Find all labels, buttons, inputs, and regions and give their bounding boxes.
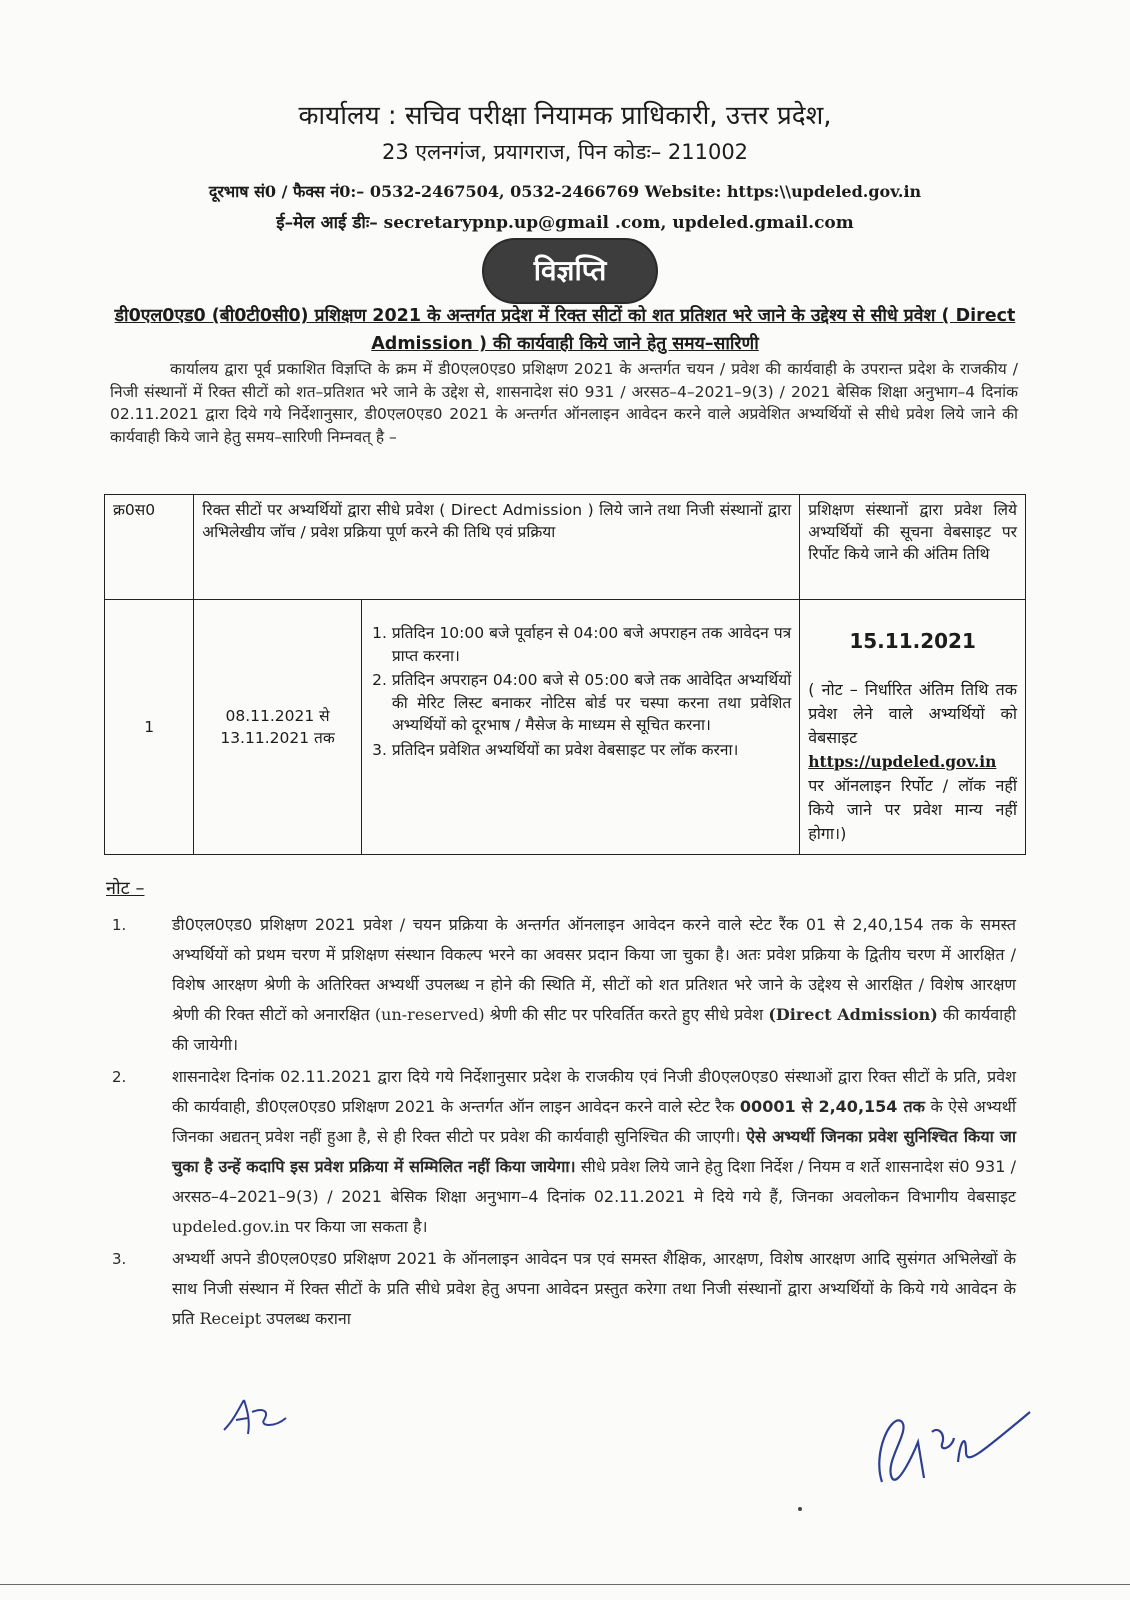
intro-paragraph: कार्यालय द्वारा पूर्व प्रकाशित विज्ञप्ति के क्रम में डी0एल0एड0 प्रशिक्षण 2021 के अन्तर्गत चयन / प्रवेश की कार्यवाही के उपरान्त प्रदेश के राजकीय / निजी संस्थानों में रिक्त सीटों को शत–प्रतिशत भरे जाने के उद्देश से, शासनादेश सं0 931 / अरसठ–4–2021–9(3) / 2021 बेसिक शिक्षा अनुभाग–4 दिनांक 02.11.2021 द्वारा दिये गये निर्देशानुसार, डी0एल0एड0 2021 के अन्तर्गत ऑनलाइन आवेदन करने वाले अप्रवेशित अभ्यर्थियों से सीधे प्रवेश लिये जाने की कार्यवाही किये जाने हेतु समय–सारिणी निम्नवत् है – [110, 360, 1018, 446]
note-number: 3. [112, 1250, 127, 1268]
note-text-before: ( नोट – निर्धारित अंतिम तिथि तक प्रवेश लेने वाले अभ्यर्थियों को वेबसाइट [808, 680, 1017, 747]
note-text: की कार्यवाही की जायेगी। [172, 1005, 1016, 1054]
header-last-date: प्रशिक्षण संस्थानों द्वारा प्रवेश लिये अभ्यर्थियों की सूचना वेबसाइट पर रिर्पोट किये जाने की अंतिम तिथि [800, 495, 1026, 600]
header-process: रिक्त सीटों पर अभ्यर्थियों द्वारा सीधे प्रवेश ( Direct Admission ) लिये जाने तथा निजी संस्थानों द्वारा अभिलेखीय जॉच / प्रवेश प्रक्रिया पूर्ण करने की तिथि एवं प्रक्रिया [194, 495, 800, 600]
note-text-english: updeled.gov.in [172, 1217, 290, 1236]
step-item: 3. प्रतिदिन प्रवेशित अभ्यर्थियों का प्रवेश वेबसाइट पर लॉक करना। [392, 739, 791, 762]
note-text-bold: ऐसे अभ्यर्थी जिनका प्रवेश सुनिश्चित किया जा चुका है उन्हें कदापि इस प्रवेश प्रक्रिया में सम्मिलित नहीं किया जायेगा। [172, 1127, 1017, 1176]
office-address: 23 एलनगंज, प्रयागराज, पिन कोडः– 211002 [381, 140, 749, 164]
schedule-row [105, 600, 1026, 855]
row-date-range: 08.11.2021 से 13.11.2021 तक [194, 600, 362, 855]
note-text: पर किया जा सकता है। [294, 1217, 428, 1236]
step-item: 2. प्रतिदिन अपराहन 04:00 बजे से 05:00 बजे तक आवेदित अभ्यर्थियों की मेरिट लिस्ट बनाकर नोटिस बोर्ड पर चस्पा करना तथा प्रवेशित अभ्यर्थियों को दूरभाष / मैसेज के माध्यम से सूचित करना। [392, 669, 791, 737]
note-text: डी0एल0एड0 प्रशिक्षण 2021 प्रवेश / चयन प्रक्रिया के अन्तर्गत ऑनलाइन आवेदन करने वाले स्टेट रैंक 01 से 2,40,154 तक के समस्त अभ्यर्थियों को प्रथम चरण में प्रशिक्षण संस्थान विकल्प भरने का अवसर प्रदान किया जा चुका है। अतः प्रवेश प्रक्रिया के द्वितीय चरण में आरक्षित / विशेष आरक्षण श्रेणी के अतिरिक्त अभ्यर्थी उपलब्ध न होने की स्थिति में, सीटों को शत प्रतिशत भरे जाने के उद्देश्य से आरक्षित / विशेष आरक्षण श्रेणी की रिक्त सीटों को अनारक्षित [172, 915, 1016, 1024]
note-text: उपलब्ध कराना [266, 1309, 351, 1328]
last-date: 15.11.2021 [849, 629, 976, 653]
note-text: अभ्यर्थी अपने डी0एल0एड0 प्रशिक्षण 2021 के ऑनलाइन आवेदन पत्र एवं समस्त शैक्षिक, आरक्षण, विशेष आरक्षण आदि सुसंगत अभिलेखों के साथ निजी संस्थान में रिक्त सीटों के प्रति सीधे प्रवेश हेतु अपना आवेदन प्रस्तुत करेगा तथा निजी संस्थानों द्वारा अभ्यर्थियों के किये गये आवेदन के प्रति [172, 1249, 1016, 1328]
note-text: श्रेणी की सीट पर परिवर्तित करते हुए सीधे प्रवेश [489, 1005, 764, 1024]
website-link[interactable]: https://updeled.gov.in [808, 752, 997, 771]
note-text-english: Receipt [199, 1309, 262, 1328]
scan-speck [798, 1507, 802, 1511]
note-number: 2. [112, 1068, 127, 1086]
signature-mark [862, 1392, 1042, 1502]
row-sr: 1 [105, 600, 194, 855]
notes-heading: नोट – [106, 878, 145, 899]
note-number: 1. [112, 916, 127, 934]
notice-subject: डी0एल0एड0 (बी0टी0सी0) प्रशिक्षण 2021 के अन्तर्गत प्रदेश में रिक्त सीटों को शत प्रतिशत भरे जाने के उद्देश्य से सीधे प्रवेश ( Direct Admission ) की कार्यवाही किये जाने हेतु समय–सारिणी [114, 306, 1016, 354]
note-item-2 [104, 1062, 1016, 1242]
email-line: ई–मेल आई डीः– secretarypnp.up@gmail .com, updeled.gmail.com [276, 213, 854, 233]
note-item-1 [104, 910, 1016, 1060]
note-text-bold: 00001 से 2,40,154 तक [739, 1097, 925, 1116]
notice-badge: विज्ञप्ति [484, 240, 656, 302]
office-title: कार्यालय : सचिव परीक्षा नियामक प्राधिकारी, उत्तर प्रदेश, [298, 101, 832, 131]
header-sr: क्र0स0 [105, 495, 194, 600]
note-text: सीधे प्रवेश लिये जाने हेतु दिशा निर्देश / नियम व शर्ते शासनादेश सं0 931 / अरसठ–4–2021–9(3) / 2021 बेसिक शिक्षा अनुभाग–4 दिनांक 02.11.2021 मे दिये गये हैं, जिनका अवलोकन विभागीय वेबसाइट [172, 1157, 1017, 1206]
row-steps [361, 600, 799, 855]
note-text-english: (un-reserved) [374, 1005, 485, 1024]
page-bottom-rule [0, 1584, 1130, 1585]
contact-line: दूरभाष सं0 / फैक्स नं0:– 0532-2467504, 0532-2466769 Website: https:\\updeled.gov.in [208, 182, 922, 201]
schedule-table [104, 494, 1026, 855]
note-text-after: पर ऑनलाइन रिर्पोट / लॉक नहीं किये जाने पर प्रवेश मान्य नहीं होगा।) [808, 776, 1017, 843]
step-item: 1. प्रतिदिन 10:00 बजे पूर्वाहन से 04:00 बजे अपराहन तक आवेदन पत्र प्राप्त करना। [392, 622, 791, 667]
initials-mark [214, 1390, 304, 1450]
note-text: शासनादेश दिनांक 02.11.2021 द्वारा दिये गये निर्देशानुसार प्रदेश के राजकीय एवं निजी डी0एल0एड0 संस्थाओं द्वारा रिक्त सीटों के प्रति, प्रवेश की कार्यवाही, डी0एल0एड0 प्रशिक्षण 2021 के अन्तर्गत ऑन लाइन आवेदन करने वाले स्टेट रैक [172, 1067, 1016, 1116]
schedule-header-row [105, 495, 1026, 600]
note-item-3 [104, 1244, 1016, 1334]
last-date-note [808, 678, 1017, 846]
steps-list [370, 622, 791, 761]
note-text-english: (Direct Admission) [768, 1005, 938, 1024]
row-last-date-cell [800, 600, 1026, 855]
note-text: के ऐसे अभ्यर्थी जिनका अद्यतन् प्रवेश नहीं हुआ है, से ही रिक्त सीटो पर प्रवेश की कार्यवाही सुनिश्चित की जाएगी। [172, 1097, 1017, 1146]
notes-list [104, 910, 1016, 1336]
